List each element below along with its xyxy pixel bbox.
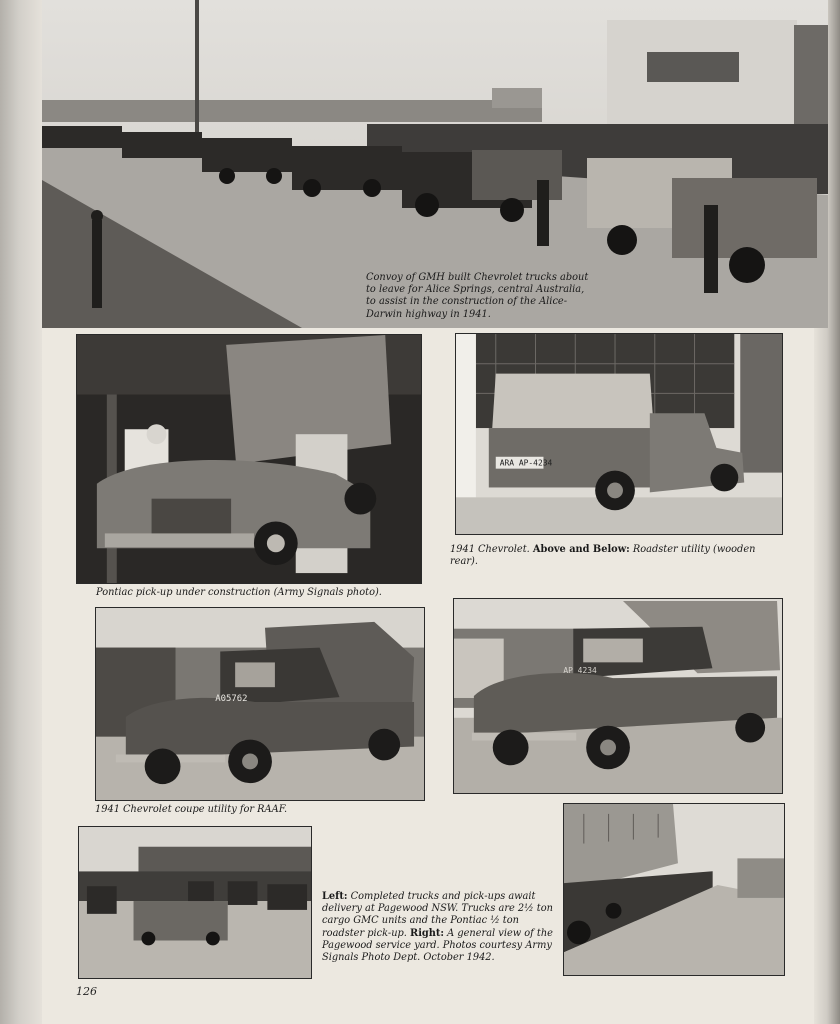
photo-pagewood-yard-left	[78, 826, 312, 979]
page-number: 126	[76, 985, 97, 998]
caption-roadster: 1941 Chevrolet. Above and Below: Roadster utility (wooden rear).	[450, 544, 756, 568]
page-binding-shadow	[0, 0, 42, 1024]
caption-coupe: 1941 Chevrolet coupe utility for RAAF.	[95, 804, 288, 815]
caption-pontiac: Pontiac pick-up under construction (Army Signals photo).	[96, 587, 382, 598]
plate-coupe-text: A05762	[215, 694, 248, 705]
photo-roadster-front	[453, 598, 783, 794]
plate-rear-text: ARA AP-4234	[499, 458, 553, 468]
plate-front-text: AP 4234	[563, 666, 597, 676]
photo-pagewood-yard-right	[563, 803, 785, 976]
photo-coupe-utility	[95, 607, 425, 801]
caption-convoy: Convoy of GMH built Chevrolet trucks about to leave for Alice Springs, central Australia, to assist in the construction of the Alice-Darwin highway in 1941.	[366, 272, 589, 320]
caption-yard: Left: Completed trucks and pick-ups await delivery at Pagewood NSW. Trucks are 2½ ton cargo GMC units and the Pontiac ½ ton roadster pick-up. Right: A general view of the Pagewood service yard. Photos courtesy Army Signals Photo Dept. October 1942.	[322, 891, 553, 964]
photo-pontiac-pickup	[76, 334, 422, 584]
photo-roadster-rear	[455, 333, 783, 535]
